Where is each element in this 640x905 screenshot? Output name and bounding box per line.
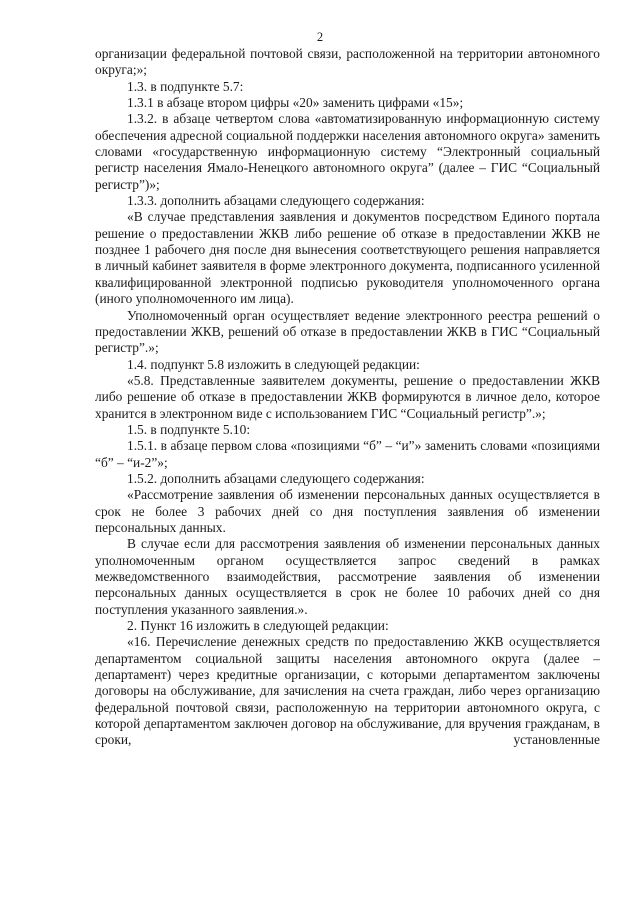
paragraph: 1.3.1 в абзаце втором цифры «20» заменить цифрами «15»; bbox=[127, 95, 464, 111]
paragraph: 1.5.1. в абзаце первом слова «позициями “б” – “и”» заменить словами «позициями “б” – “и-2”»; bbox=[95, 438, 600, 470]
paragraph: 1.3.2. в абзаце четвертом слова «автоматизированную информационную систему обеспечения адресной социальной поддержки населения автономного округа» заменить словами «государственную информационную систему “Электронный социальный регистр населения Ямало-Ненецкого автономного округа” (далее – ГИС “Социальный регистр”)»; bbox=[95, 111, 600, 192]
paragraph: 1.5. в подпункте 5.10: bbox=[127, 421, 251, 437]
paragraph: 1.4. подпункт 5.8 изложить в следующей редакции: bbox=[127, 356, 420, 372]
paragraph: «В случае представления заявления и документов посредством Единого портала решение о предоставлении ЖКВ либо решение об отказе в предоставлении ЖКВ не позднее 1 рабочего дня после дня вынесения соответствующего решения направляется в личный кабинет заявителя в форме электронного документа, подписанного усиленной квалифицированной электронной подписью руководителя уполномоченного органа (иного уполномоченного им лица). bbox=[95, 209, 600, 307]
document-body bbox=[95, 46, 600, 749]
paragraph: «16. Перечисление денежных средств по предоставлению ЖКВ осуществляется департаментом социальной защиты населения автономного округа (далее – департамент) через кредитные организации, с которыми департаментом заключены договоры на обслуживание, для зачисления на счета граждан, либо через организацию федеральной почтовой связи, расположенную на территории автономного округа, с которой департаментом заключен договор на обслуживание, для вручения гражданам, в сроки, установленные bbox=[95, 634, 600, 748]
paragraph: В случае если для рассмотрения заявления об изменении персональных данных уполномоченным органом осуществляется запрос сведений в рамках межведомственного взаимодействия, рассмотрение заявления об изменении персональных данных осуществляется в срок не более 10 рабочих дней со дня поступления указанного заявления.». bbox=[95, 536, 600, 617]
page-number: 2 bbox=[316, 30, 324, 44]
paragraph: 1.3.3. дополнить абзацами следующего содержания: bbox=[127, 193, 425, 209]
paragraph: Уполномоченный орган осуществляет ведение электронного реестра решений о предоставлении ЖКВ, решений об отказе в предоставлении ЖКВ в ГИС “Социальный регистр”.»; bbox=[95, 307, 600, 356]
paragraph: 1.5.2. дополнить абзацами следующего содержания: bbox=[127, 470, 425, 486]
paragraph: 1.3. в подпункте 5.7: bbox=[127, 78, 244, 94]
paragraph: организации федеральной почтовой связи, расположенной на территории автономного округа;»; bbox=[95, 46, 600, 78]
paragraph: «Рассмотрение заявления об изменении персональных данных осуществляется в срок не более 3 рабочих дней со дня поступления заявления об изменении персональных данных. bbox=[95, 487, 600, 535]
paragraph: 2. Пункт 16 изложить в следующей редакции: bbox=[127, 618, 389, 634]
paragraph: «5.8. Представленные заявителем документы, решение о предоставлении ЖКВ либо решение об отказе в предоставлении ЖКВ формируются в личное дело, которое хранится в электронном виде с использованием ГИС “Социальный регистр”.»; bbox=[95, 372, 600, 421]
